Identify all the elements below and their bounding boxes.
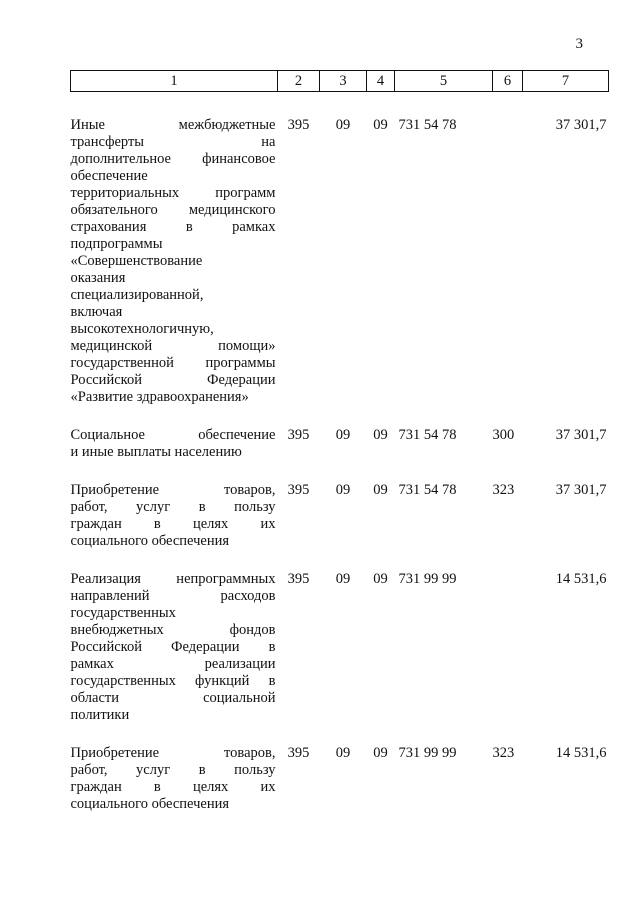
table-row — [71, 427, 609, 461]
description-line: страхования в рамках — [70, 219, 276, 235]
description-line: «Развитие здравоохранения» — [70, 389, 249, 405]
header-col-3: 3 — [320, 71, 367, 92]
description-line: Реализация непрограммных — [70, 571, 276, 587]
row-description — [71, 427, 278, 461]
cell-c2: 395 — [287, 427, 310, 443]
description-line: «Совершенствование — [70, 253, 203, 269]
cell-c7: 37 301,7 — [555, 482, 607, 498]
description-line: государственной программы — [70, 355, 276, 371]
description-line: дополнительное финансовое — [70, 151, 276, 167]
cell-c7: 14 531,6 — [555, 745, 607, 761]
description-line: внебюджетных фондов — [70, 622, 276, 638]
cell-c5: 731 99 99 — [398, 571, 457, 587]
description-line: обязательного медицинского — [70, 202, 276, 218]
cell-c2: 395 — [287, 571, 310, 587]
description-line: работ, услуг в пользу — [70, 499, 276, 515]
description-line: специализированной, — [70, 287, 204, 303]
cell-c5: 731 54 78 — [398, 117, 457, 133]
description-line: направлений расходов — [70, 588, 276, 604]
cell-c2: 395 — [287, 482, 310, 498]
row-description — [71, 571, 278, 724]
cell-c4: 09 — [373, 427, 388, 443]
description-line: государственных функций в — [70, 673, 276, 689]
description-line: обеспечение — [70, 168, 148, 184]
description-line: области социальной — [70, 690, 276, 706]
description-line: работ, услуг в пользу — [70, 762, 276, 778]
cell-c5: 731 54 78 — [398, 482, 457, 498]
description-line: Приобретение товаров, — [70, 482, 276, 498]
cell-c5: 731 54 78 — [398, 427, 457, 443]
header-col-4: 4 — [367, 71, 395, 92]
gap-row — [71, 406, 609, 427]
table-body — [71, 92, 609, 814]
description-line: социального обеспечения — [70, 533, 230, 549]
spacer-row — [71, 92, 609, 118]
header-col-2: 2 — [278, 71, 320, 92]
header-col-5: 5 — [395, 71, 493, 92]
description-line: Социальное обеспечение — [70, 427, 276, 443]
cell-c2: 395 — [287, 745, 310, 761]
table-row — [71, 745, 609, 813]
description-line: и иные выплаты населению — [70, 444, 242, 460]
cell-c3: 09 — [335, 745, 351, 761]
header-col-6: 6 — [493, 71, 523, 92]
cell-c6: 300 — [492, 427, 515, 443]
description-line: политики — [70, 707, 130, 723]
table-row — [71, 117, 609, 406]
budget-table — [70, 70, 609, 813]
page-number: 3 — [575, 36, 583, 52]
description-line: включая — [70, 304, 123, 320]
table-row — [71, 571, 609, 724]
cell-c6: 323 — [492, 482, 515, 498]
cell-c4: 09 — [373, 745, 388, 761]
description-line: оказания — [70, 270, 126, 286]
cell-c3: 09 — [335, 427, 351, 443]
row-description — [71, 482, 278, 550]
cell-c4: 09 — [373, 571, 388, 587]
description-line: рамках реализации — [70, 656, 276, 672]
header-col-1: 1 — [71, 71, 278, 92]
description-line: Российской Федерации — [70, 372, 276, 388]
description-line: трансферты на — [70, 134, 276, 150]
row-description — [71, 745, 278, 813]
description-line: социального обеспечения — [70, 796, 230, 812]
description-line: граждан в целях их — [70, 779, 276, 795]
gap-row — [71, 550, 609, 571]
header-col-7: 7 — [523, 71, 609, 92]
gap-row — [71, 461, 609, 482]
description-line: Российской Федерации в — [70, 639, 276, 655]
cell-c5: 731 99 99 — [398, 745, 457, 761]
cell-c3: 09 — [335, 117, 351, 133]
table-row — [71, 482, 609, 550]
cell-c4: 09 — [373, 482, 388, 498]
cell-c2: 395 — [287, 117, 310, 133]
cell-c4: 09 — [373, 117, 388, 133]
cell-c3: 09 — [335, 571, 351, 587]
description-line: граждан в целях их — [70, 516, 276, 532]
gap-row — [71, 724, 609, 745]
cell-c3: 09 — [335, 482, 351, 498]
description-line: медицинской помощи» — [70, 338, 276, 354]
description-line: государственных — [70, 605, 176, 621]
cell-c6 — [493, 117, 523, 406]
description-line: высокотехнологичную, — [70, 321, 214, 337]
cell-c7: 37 301,7 — [555, 427, 607, 443]
cell-c7: 37 301,7 — [555, 117, 607, 133]
description-line: Приобретение товаров, — [70, 745, 276, 761]
description-line: территориальных программ — [70, 185, 276, 201]
description-line: подпрограммы — [70, 236, 163, 252]
cell-c6 — [493, 571, 523, 724]
cell-c6: 323 — [492, 745, 515, 761]
cell-c7: 14 531,6 — [555, 571, 607, 587]
row-description — [71, 117, 278, 406]
description-line: Иные межбюджетные — [70, 117, 276, 133]
header-row — [71, 71, 609, 92]
